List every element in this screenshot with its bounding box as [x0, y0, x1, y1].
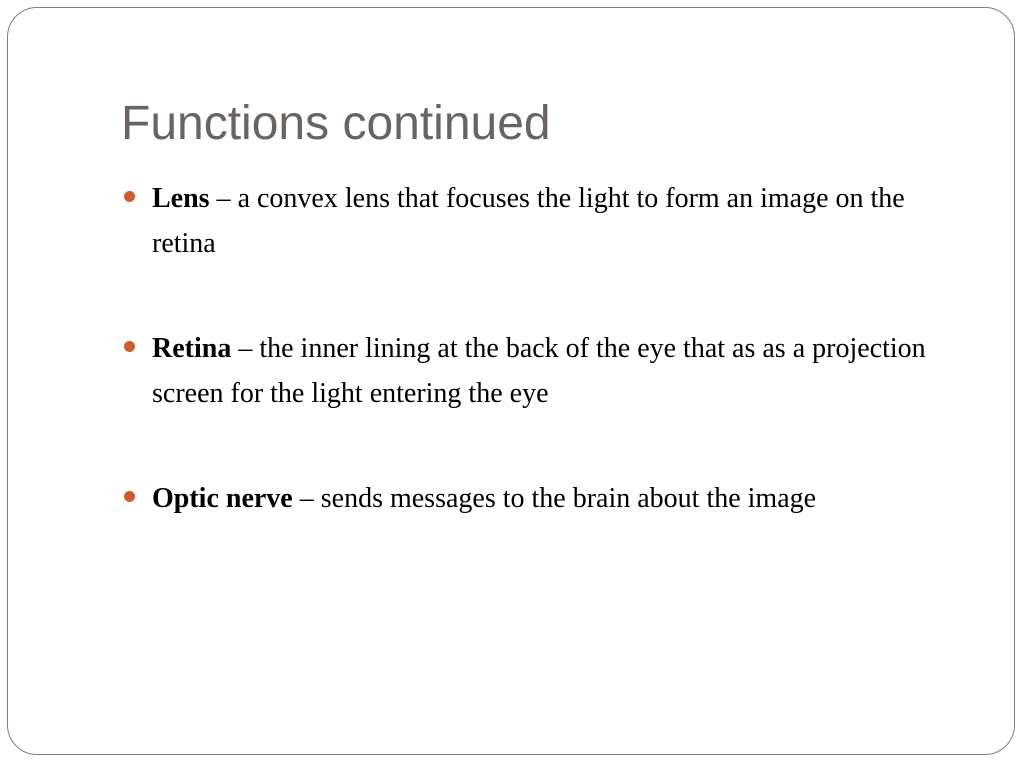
- bullet-dot-icon: [124, 191, 135, 202]
- bullet-item-retina: [121, 326, 971, 416]
- slide: [7, 7, 1015, 755]
- bullet-term: Lens: [152, 183, 210, 214]
- bullet-description: – sends messages to the brain about the image: [292, 483, 817, 514]
- bullet-item-optic-nerve: [121, 476, 971, 521]
- bullet-description: – a convex lens that focuses the light to form an image on the retina: [152, 183, 905, 259]
- bullet-item-lens: [121, 176, 971, 266]
- bullet-dot-icon: [124, 491, 135, 502]
- slide-title: Functions continued: [121, 97, 551, 150]
- bullet-term: Optic nerve: [152, 483, 293, 514]
- bullet-list: [121, 176, 971, 581]
- bullet-description: – the inner lining at the back of the eye that as as a projection screen for the light entering the eye: [152, 333, 926, 409]
- bullet-term: Retina: [152, 333, 232, 364]
- bullet-dot-icon: [124, 341, 135, 352]
